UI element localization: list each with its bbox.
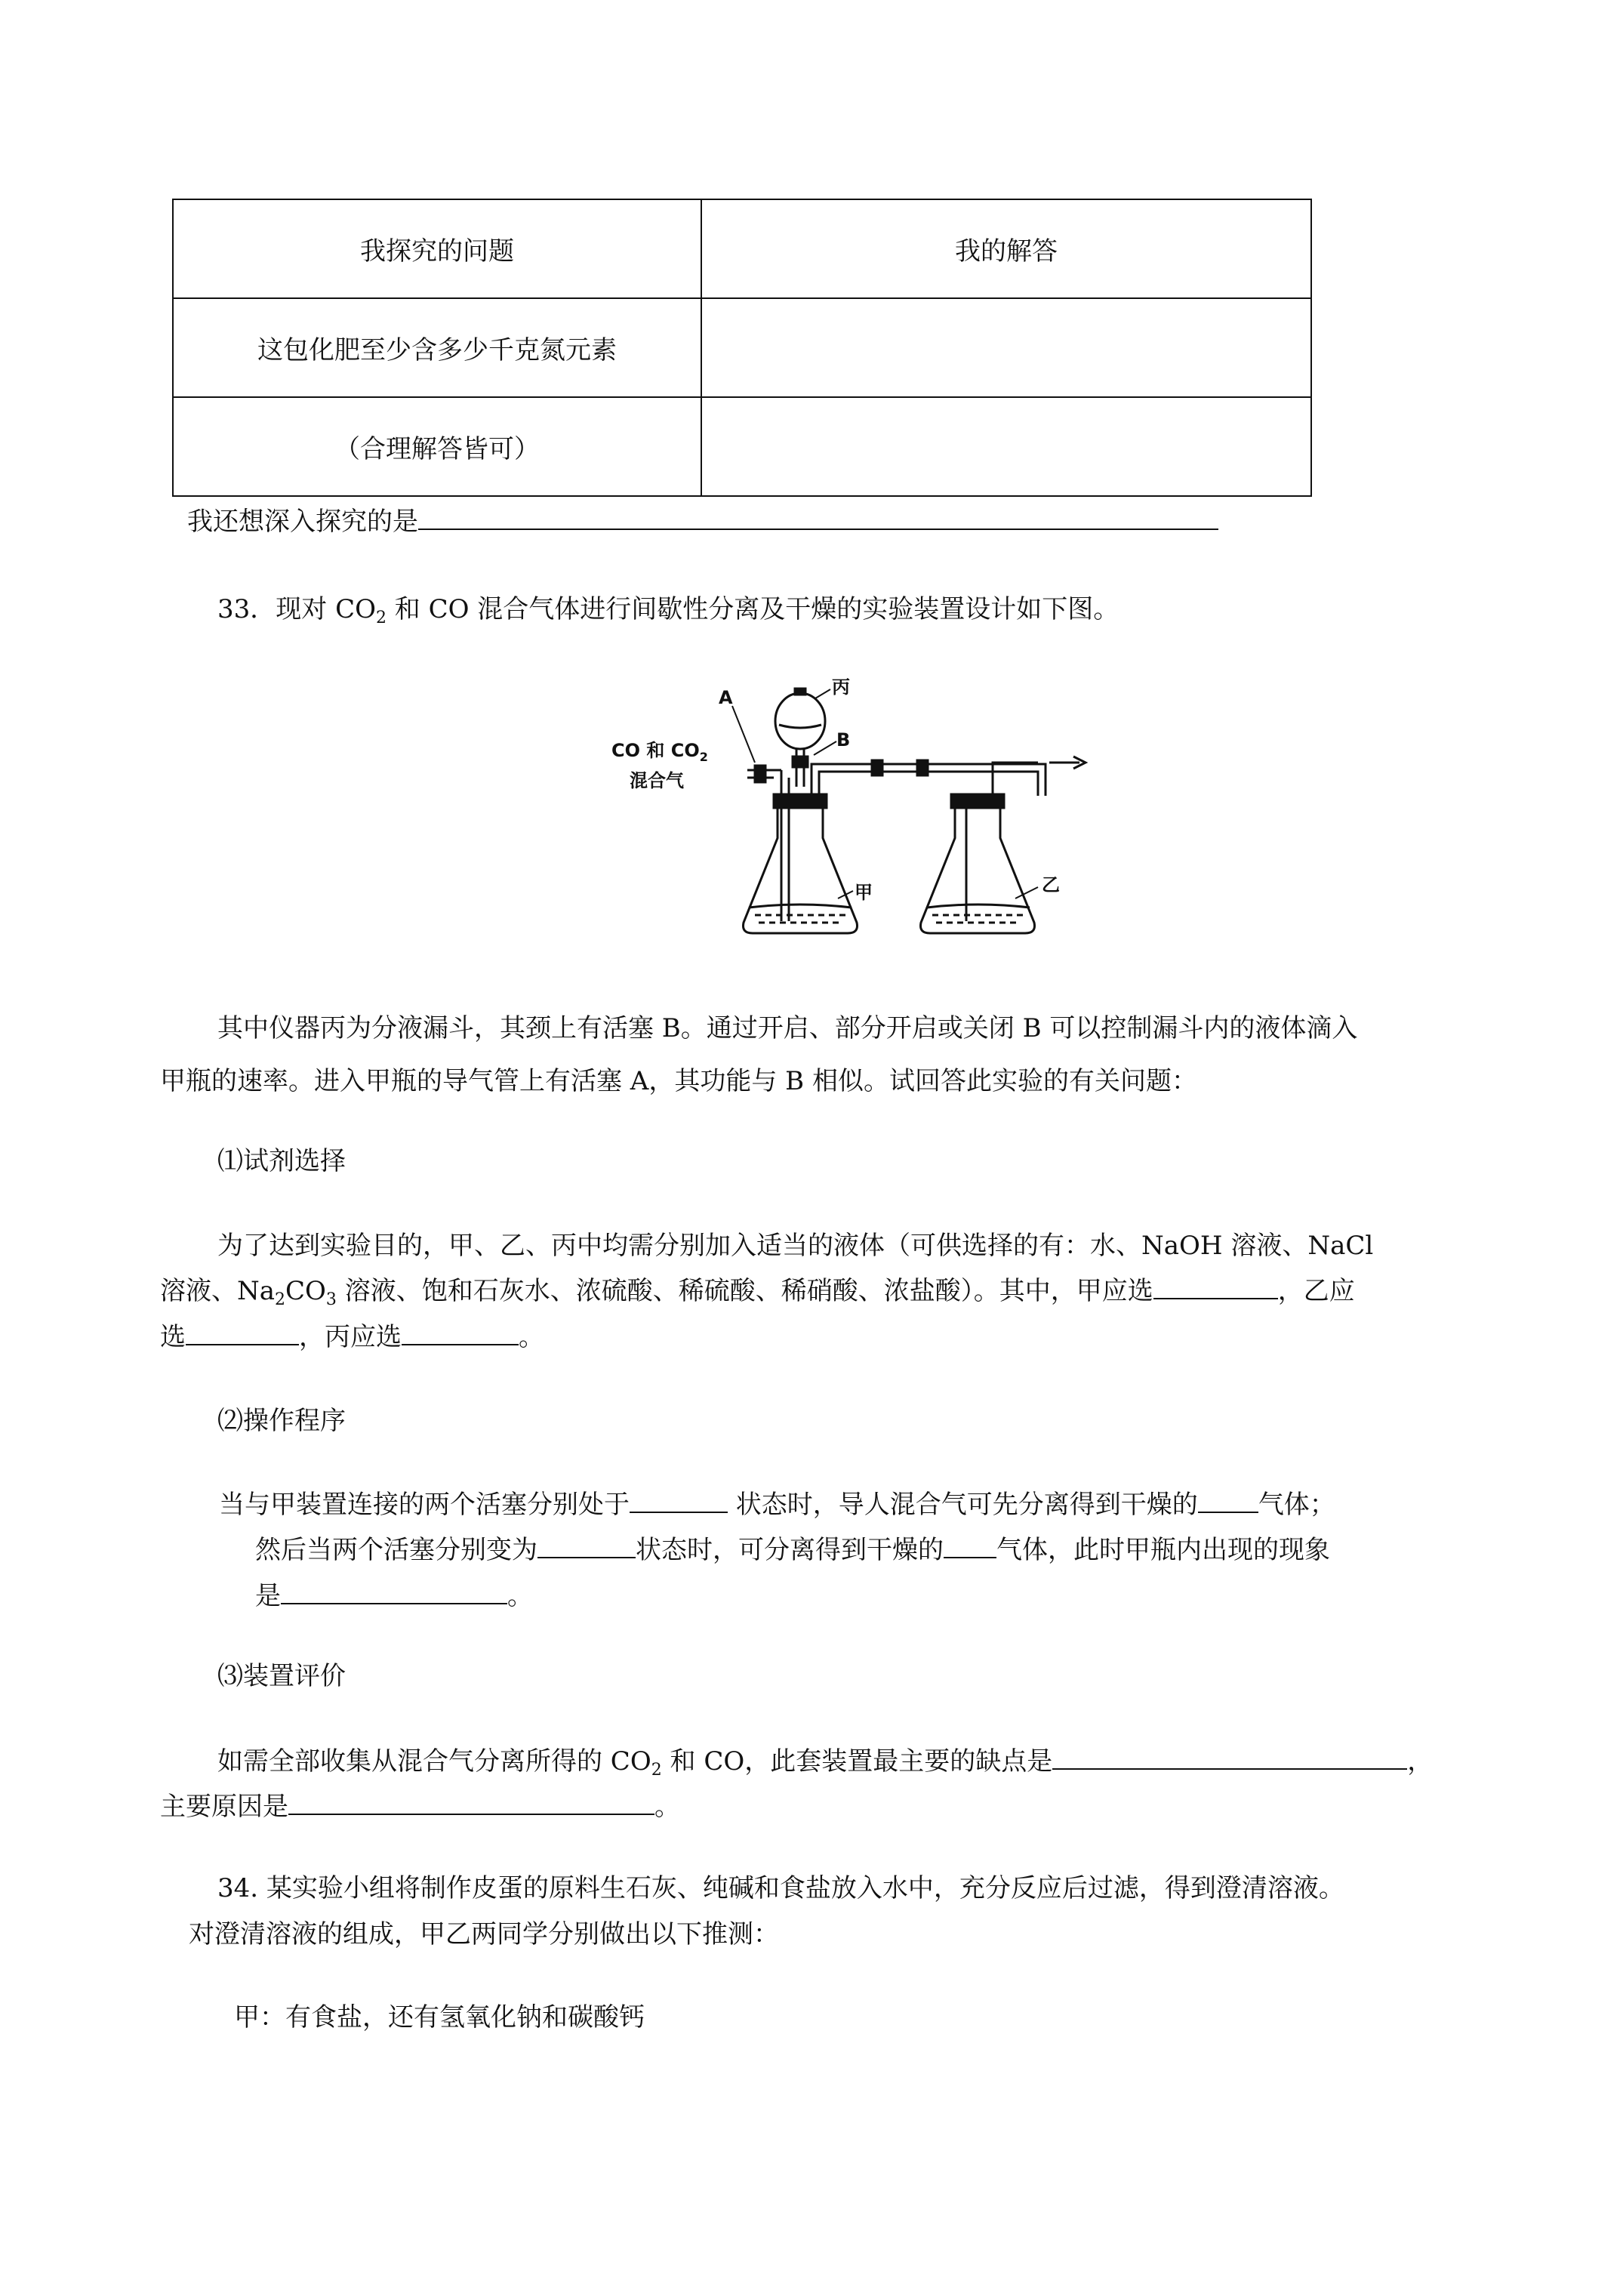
s1-line1: 为了达到实验目的，甲、乙、丙中均需分别加入适当的液体（可供选择的有：水、NaOH 溶液、NaCl	[217, 1231, 1374, 1261]
q33-desc-line2: 甲瓶的速率。进入甲瓶的导气管上有活塞 A，其功能与 B 相似。试回答此实验的有关问题：	[160, 1066, 1197, 1096]
s2-text: 。	[507, 1581, 533, 1611]
gas-label: CO 和 $CO_2$	[611, 740, 708, 764]
s2-text: 当与甲装置连接的两个活塞分别处于	[219, 1490, 630, 1520]
inlet-dip-tube	[781, 770, 789, 921]
q32-followup	[187, 504, 1218, 537]
label-yi: 乙	[1042, 874, 1060, 895]
s3-line1	[217, 1744, 1434, 1780]
answer-blank-phenomenon[interactable]	[281, 1579, 507, 1604]
s3-text: 主要原因是	[160, 1792, 288, 1822]
answer-blank-drawback[interactable]	[1052, 1744, 1407, 1770]
leader-A	[732, 706, 755, 763]
s1-line2	[160, 1274, 1355, 1309]
liquid-hatch-yi	[932, 915, 1023, 923]
apparatus-diagram	[611, 672, 1110, 963]
tube-joint	[872, 760, 882, 775]
section-title-reagents: ⑴试剂选择	[217, 1146, 346, 1176]
subscript: 3	[325, 1290, 337, 1309]
table-cell: （合理解答皆可）	[173, 397, 701, 496]
apparatus-figure	[611, 672, 1110, 963]
s1-text: ，乙应	[1277, 1276, 1355, 1306]
table-cell: 这包化肥至少含多少千克氮元素	[173, 298, 701, 397]
s1-text: CO	[285, 1276, 326, 1306]
s1-text: ，丙应选	[299, 1322, 402, 1352]
s2-line3	[255, 1579, 533, 1611]
s1-line3	[160, 1320, 544, 1352]
s2-text: 气体，此时甲瓶内出现的现象	[996, 1535, 1330, 1565]
s3-line2	[160, 1789, 680, 1822]
funnel-stopper	[795, 689, 805, 695]
q32-followup-label: 我还想深入探究的是	[187, 507, 418, 537]
table-row	[173, 397, 1311, 496]
answer-blank-state2[interactable]	[537, 1533, 636, 1558]
inquiry-table	[172, 199, 1312, 497]
s2-text: 然后当两个活塞分别变为	[255, 1535, 537, 1565]
s1-text: 溶液、饱和石灰水、浓硫酸、稀硫酸、稀硝酸、浓盐酸）。其中，甲应选	[336, 1276, 1153, 1306]
s3-text: 如需全部收集从混合气分离所得的 CO	[217, 1746, 651, 1777]
label-jia: 甲	[855, 882, 873, 903]
s2-line2	[255, 1533, 1330, 1565]
liquid-hatch-jia	[755, 915, 845, 923]
leader-B	[814, 741, 836, 755]
answer-blank-gas1[interactable]	[1198, 1487, 1258, 1513]
stopcock-B	[793, 757, 808, 767]
s3-text: 。	[654, 1792, 680, 1822]
s3-text: ，	[1407, 1746, 1434, 1777]
subscript: 2	[375, 609, 387, 627]
q34-line3: 甲：有食盐，还有氢氧化钠和碳酸钙	[234, 2002, 645, 2032]
funnel-liquid-level	[779, 725, 821, 728]
leader-yi	[1015, 887, 1038, 898]
answer-blank-yi[interactable]	[186, 1320, 299, 1345]
stopper-yi	[951, 794, 1004, 808]
q34-line2: 对澄清溶液的组成，甲乙两同学分别做出以下推测：	[189, 1919, 779, 1949]
label-A: A	[719, 687, 733, 708]
label-bing: 丙	[832, 676, 850, 698]
s1-text: 溶液、Na	[160, 1276, 276, 1306]
s1-text: 。	[519, 1322, 544, 1352]
subscript: 2	[275, 1290, 286, 1309]
s2-text: 状态时，导人混合气可先分离得到干燥的	[728, 1490, 1198, 1520]
q33-desc-line1: 其中仪器丙为分液漏斗，其颈上有活塞 B。通过开启、部分开启或关闭 B 可以控制漏斗内的液体滴入	[217, 1013, 1358, 1043]
section-title-evaluation: ⑶装置评价	[217, 1661, 346, 1691]
table-header-answer: 我的解答	[701, 199, 1311, 298]
table-cell	[701, 298, 1311, 397]
stopcock-A	[755, 766, 765, 782]
q33-intro	[217, 594, 1119, 627]
answer-blank-bing[interactable]	[402, 1320, 519, 1345]
s3-text: 和 CO，此套装置最主要的缺点是	[661, 1746, 1053, 1777]
s2-text: 是	[255, 1581, 281, 1611]
leader-bing	[815, 689, 830, 698]
liquid-yi	[927, 905, 1030, 908]
label-B: B	[836, 729, 851, 750]
table-header-row	[173, 199, 1311, 298]
q34-line1: 34. 某实验小组将制作皮蛋的原料生石灰、纯碱和食盐放入水中，充分反应后过滤，得到澄清溶液。	[217, 1873, 1344, 1903]
answer-blank-state1[interactable]	[630, 1487, 728, 1513]
answer-blank[interactable]	[418, 504, 1218, 530]
tube-joint	[917, 760, 928, 775]
s2-line1	[219, 1487, 1335, 1520]
table-row	[173, 298, 1311, 397]
separatory-funnel	[775, 693, 825, 749]
gas-label-line2: 混合气	[630, 770, 684, 791]
answer-blank-jia[interactable]	[1153, 1274, 1278, 1299]
answer-blank-reason[interactable]	[288, 1789, 654, 1815]
q33-intro-text: 和 CO 混合气体进行间歇性分离及干燥的实验装置设计如下图。	[386, 594, 1119, 624]
q33-intro-text: 33．现对 CO	[217, 594, 376, 624]
answer-blank-gas2[interactable]	[944, 1533, 996, 1558]
table-header-question: 我探究的问题	[173, 199, 701, 298]
s2-text: 状态时，可分离得到干燥的	[636, 1535, 944, 1565]
liquid-jia	[749, 905, 852, 908]
s1-text: 选	[160, 1322, 186, 1352]
table-cell	[701, 397, 1311, 496]
section-title-procedure: ⑵操作程序	[217, 1406, 346, 1436]
subscript: 2	[651, 1761, 662, 1780]
s2-text: 气体；	[1258, 1490, 1335, 1520]
